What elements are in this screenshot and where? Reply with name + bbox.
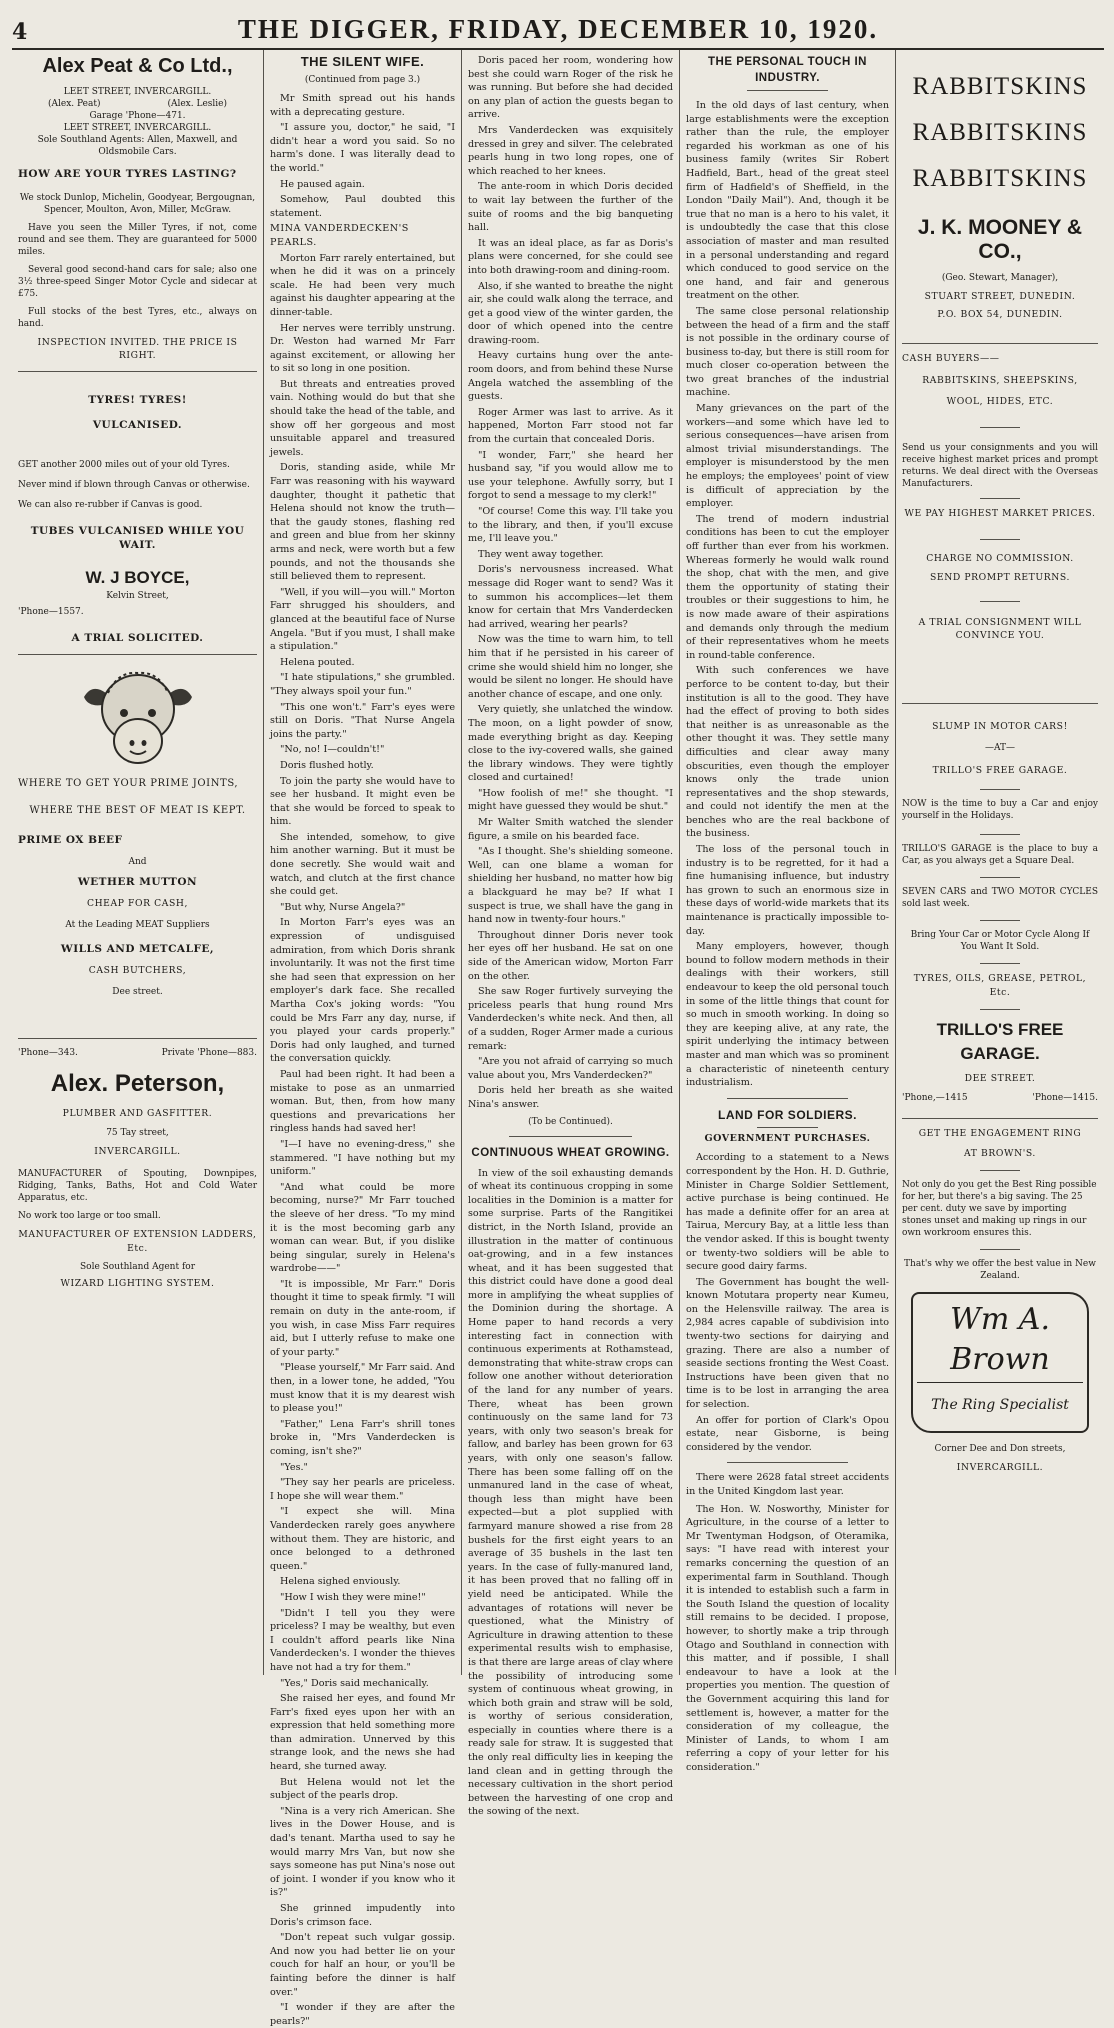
peat-partner-1: (Alex. Peat) bbox=[48, 99, 101, 109]
trillo-now: NOW is the time to buy a Car and enjoy yourself in the Holidays. bbox=[902, 799, 1098, 822]
land-title: LAND FOR SOLDIERS. bbox=[717, 1107, 857, 1122]
trillo-advert bbox=[902, 720, 1098, 1104]
rabbitskins-3: RABBITSKINS bbox=[912, 165, 1088, 192]
ring-value: That's why we offer the best value in New Zealand. bbox=[904, 1259, 1096, 1282]
story-paragraph: "I wonder, Farr," she heard her husband say, "if you would allow me to use your telephone. Awfully sorry, but I forgot to send a message to my clerk!" bbox=[468, 449, 673, 502]
peat-garage: Garage 'Phone—471. bbox=[89, 111, 186, 121]
trillo-tyres: TYRES, OILS, GREASE, PETROL, Etc. bbox=[913, 973, 1087, 998]
boyce-p2: Never mind if blown through Canvas or otherwise. bbox=[18, 479, 250, 490]
story-paragraph: Her nerves were terribly unstrung. Dr. Weston had warned Mr Farr against excitement, or allowing her to sit so long in one position. bbox=[270, 322, 455, 375]
story-paragraph: "I expect she will. Mina Vanderdecken rarely goes anywhere without them. They are historic, and once belonged to a dethroned queen." bbox=[270, 1506, 455, 1572]
story-paragraph: She raised her eyes, and found Mr Farr's fixed eyes upon her with an expression that held something more than admiration. Unnerved by this strange look, and the news she had heard, she turned away. bbox=[270, 1693, 455, 1773]
mooney-send: Send us your consignments and you will receive highest market prices and prompt returns. We deal direct with the Overseas Manufacturers. bbox=[902, 442, 1098, 489]
mooney-manager: (Geo. Stewart, Manager), bbox=[941, 273, 1059, 283]
peterson-private-phone: Private 'Phone—883. bbox=[161, 1047, 257, 1058]
meat-line-8: Dee street. bbox=[112, 986, 163, 997]
mooney-trial: A TRIAL CONSIGNMENT WILL CONVINCE YOU. bbox=[918, 616, 1082, 642]
boyce-heading-2: VULCANISED. bbox=[92, 419, 183, 432]
wheat-paragraph: In view of the soil exhausting demands of wheat its continuous cropping in some localities in the Dominion is a matter for some surprise. Parts of the Rangitikei district, in the North Island, provide an illustration in the matter of continuous oat-growing, and in a few instances wheat, and it has been suggested that this district could have done a good deal more in amplifying the wheat supplies of the Dominion during the shortage. A Home paper to hand records a very interesting fact in connection with continuous experiments at Rothamstead, demonstrating that white-straw crops can follow one another without deterioration of the land for any number of years. There, wheat has been grown continuously on the same land for 73 years, with only two season's break for fallow, and barley has been grown for 63 years, with only one season's fallow. There has been some falling off on the unmanured land in the case of wheat, though less than might have been expected—but a plot supplied with farmyard manure showed a rise from 28 bushels for the first eight years to an average of 35 bushels in the last ten years. In the case of fully-manured land, it has been proved that no falling off in yield need be anticipated. While the advantages of rotations will never be questioned, what the Ministry of Agriculture in drawing attention to these experimental results wish to emphasise, is that there are large areas of clay where the possibility of introducing some system of continuous wheat growing, in which both grain and straw will be sold, is worthy of serious consideration, especially in counties where there is a ready sale for straw. It is suggested that the only real difficulty lies in keeping the land clean and in getting through the necessary cultivation in the short period between the harvesting of one crop and the sowing of the next. bbox=[468, 1167, 674, 1818]
story-paragraph: "And what could be more becoming, nurse?" Mr Farr touched the sleeve of her dress. "To my mind it is the most becoming garb any woman can wear. But, if you dislike being singular, surely in Helena's wardrobe——" bbox=[270, 1181, 455, 1275]
silent-wife-continued: (Continued from page 3.) bbox=[304, 75, 421, 85]
story-paragraph: The ante-room in which Doris decided to wait lay between the further of the suite of rooms and the big banqueting hall. bbox=[468, 181, 673, 234]
peterson-trade: PLUMBER AND GASFITTER. bbox=[62, 1107, 213, 1119]
story-paragraph: He paused again. bbox=[280, 178, 365, 190]
wheat-title: CONTINUOUS WHEAT GROWING. bbox=[471, 1146, 670, 1159]
rabbitskins-2: RABBITSKINS bbox=[912, 119, 1088, 146]
story-paragraph: "Didn't I tell you they were priceless? I may be wealthy, but even I couldn't afford pearls like Nina Vanderdecken's. I wonder the thieves have not had a try for them." bbox=[270, 1607, 455, 1673]
peterson-p1: MANUFACTURER of Spouting, Downpipes, Ridging, Tanks, Baths, Hot and Cold Water Apparatus, etc. bbox=[18, 1169, 257, 1204]
story-paragraph: "I hate stipulations," she grumbled. "They always spoil your fun." bbox=[270, 672, 455, 697]
brown-town: INVERCARGILL. bbox=[956, 1462, 1044, 1474]
article-paragraph: Many employers, however, though bound to follow modern methods in their dealings with their workers, still endeavour to keep the old personal touch in some of the little things that count for so much in smooth working. In doing so they are keeping alive, at any rate, the spirit underlying the intimacy between master and man which was so prominent a characteristic of nineteenth century industrialism. bbox=[686, 941, 889, 1089]
trillo-phone-2: 'Phone—1415. bbox=[1032, 1092, 1098, 1103]
peterson-p5: WIZARD LIGHTING SYSTEM. bbox=[60, 1278, 215, 1290]
story-paragraph: Doris paced her room, wondering how best she could warn Roger of the risk he was running. But before she had decided on any plan of action the guests began to arrive. bbox=[468, 55, 673, 121]
story-paragraph: "But why, Nurse Angela?" bbox=[280, 901, 406, 913]
peterson-p2: No work too large or too small. bbox=[18, 1211, 161, 1222]
story-paragraph: It was an ideal place, as far as Doris's plans were concerned, for she could see into both drawing-room and dining-room. bbox=[468, 237, 673, 276]
story-paragraph: "I assure you, doctor," he said, "I didn't hear a word you said. So no harm's done. I was literally dead to the world." bbox=[270, 122, 455, 174]
trillo-name-1: TRILLO'S FREE GARAGE. bbox=[932, 764, 1068, 776]
land-paragraph: According to a statement to a News correspondent by the Hon. H. D. Guthrie, Minister in Charge Soldier Settlement, active purchase is being continued. He has made a definite offer for an area at Tairua, Mercury Bay, at a little less than the vendor asked. If this is bought twenty or twenty-two soldiers will be able to secure good dairy farms. bbox=[686, 1152, 889, 1273]
story-paragraph: But Helena would not let the subject of the pearls drop. bbox=[270, 1776, 455, 1802]
story-paragraph: "This one won't." Farr's eyes were still on Doris. "That Nurse Angela joins the party." bbox=[270, 701, 455, 740]
cash-buyers: CASH BUYERS—— bbox=[902, 353, 1000, 365]
rabbitskins-1: RABBITSKINS bbox=[912, 73, 1088, 100]
peterson-town: INVERCARGILL. bbox=[94, 1145, 181, 1157]
story-paragraph: "I—I have no evening-dress," she stammered. "I have nothing but my uniform." bbox=[270, 1138, 455, 1178]
ring-heading-2: AT BROWN'S. bbox=[964, 1147, 1036, 1159]
slump-at: —AT— bbox=[984, 742, 1015, 753]
brown-logo bbox=[911, 1292, 1089, 1433]
article-paragraph: With such conferences we have perforce to be content to-day, but their institution is all to the good. They have had the effect of proving to both sides that neither is as unreasonable as the other thought it was. They settle many difficulties and clear away many obscurities, even though the employer knows only the trade union representatives and the shop stewards, and could not identify the men at the benches who are the real backbone of the business. bbox=[686, 665, 889, 840]
peterson-p4: Sole Southland Agent for bbox=[79, 1262, 196, 1273]
page-number: 4 bbox=[12, 19, 28, 45]
mooney-po-box: P.O. BOX 54, DUNEDIN. bbox=[937, 308, 1063, 320]
personal-touch-title: THE PERSONAL TOUCH IN INDUSTRY. bbox=[708, 56, 867, 84]
story-paragraph: Throughout dinner Doris never took her eyes off her husband. He sat on one side of the American widow, Morton Farr on the other. bbox=[468, 929, 673, 982]
peterson-advert bbox=[18, 1047, 257, 1291]
tyres-second-hand: Several good second-hand cars for sale; also one 3½ three-speed Singer Motor Cycle and sidecar at £75. bbox=[18, 264, 257, 299]
story-paragraph: Doris flushed hotly. bbox=[280, 759, 374, 771]
story-paragraph: Very quietly, she unlatched the window. The moon, on a light powder of snow, made everything bright as day. Keeping close to the ivy-covered walls, she gained the library windows. They were tightly closed and curtained! bbox=[468, 704, 673, 784]
meat-advert bbox=[18, 663, 257, 998]
personal-touch-body bbox=[686, 99, 889, 1090]
column-2 bbox=[264, 50, 462, 2027]
story-paragraph: In Morton Farr's eyes was an expression of undisguised admiration, from which Doris shrank involuntarily. It was not the first time she had seen that expression on her employer's dark face. She recalled Martha Cox's joking words: "You could be Mrs Farr any day, nurse, if you played your cards properly." Doris had only laughed, and turned the conversation quickly. bbox=[270, 917, 455, 1065]
story-paragraph: "How I wish they were mine!" bbox=[280, 1591, 426, 1603]
cash-items-2: WOOL, HIDES, ETC. bbox=[946, 396, 1054, 408]
boyce-heading-3: TUBES VULCANISED WHILE YOU WAIT. bbox=[30, 524, 245, 551]
story-paragraph: Heavy curtains hung over the ante-room doors, and from behind these Nurse Angela watched the assembling of the guests. bbox=[468, 350, 673, 403]
meat-line-7: CASH BUTCHERS, bbox=[88, 965, 187, 977]
accidents-note: There were 2628 fatal street accidents in the United Kingdom last year. bbox=[686, 1472, 889, 1497]
story-paragraph: "Are you not afraid of carrying so much value about you, Mrs Vanderdecken?" bbox=[468, 1056, 673, 1081]
peat-advert bbox=[18, 54, 257, 363]
land-paragraph: An offer for portion of Clark's Opou estate, near Gisborne, is being considered by the vendor. bbox=[686, 1414, 889, 1453]
peat-name: Alex Peat & Co Ltd., bbox=[42, 55, 233, 77]
tyres-miller: Have you seen the Miller Tyres, if not, come round and see them. They are guaranteed for 5000 miles. bbox=[18, 222, 257, 257]
peat-address: LEET STREET, INVERCARGILL. bbox=[63, 87, 212, 97]
story-paragraph: "No, no! I—couldn't!" bbox=[280, 744, 385, 756]
meat-line-6: WILLS AND METCALFE, bbox=[60, 942, 215, 955]
tyres-heading: HOW ARE YOUR TYRES LASTING? bbox=[18, 168, 237, 180]
to-be-continued: (To be Continued). bbox=[528, 1116, 613, 1127]
story-paragraph: To join the party she would have to see her husband. It might even be that she would be forced to speak to him. bbox=[270, 775, 455, 828]
story-paragraph: They went away together. bbox=[478, 548, 604, 560]
peterson-address: 75 Tay street, bbox=[106, 1127, 169, 1138]
brown-advert bbox=[902, 1127, 1098, 1475]
story-paragraph: "Nina is a very rich American. She lives in the Dower House, and is dad's tenant. Martha used to say he would marry Mrs Van, but now she says someone has put Nina's nose out of joint. I wonder if you know who it is?" bbox=[270, 1805, 455, 1899]
story-paragraph: Paul had been right. It had been a mistake to pose as an unmarried woman. But, then, from how many questions and prevarications her ringless hands had saved her! bbox=[270, 1068, 455, 1135]
boyce-address: Kelvin Street, bbox=[106, 591, 169, 602]
story-paragraph: Helena pouted. bbox=[280, 656, 355, 668]
story-paragraph: Also, if she wanted to breathe the night air, she could walk along the terrace, and get a good view of the winter garden, the door of which opened into the centre drawing-room. bbox=[468, 280, 673, 346]
land-subtitle: GOVERNMENT PURCHASES. bbox=[704, 1132, 871, 1144]
silent-wife-body bbox=[270, 92, 455, 2028]
masthead bbox=[12, 6, 1104, 50]
article-paragraph: In the old days of last century, when large establishments were the exception rather than the rule, the employer regarded his workman as one of his business family (writes Sir Robert Hadfield, Bart., head of the great steel firm of Hadfield's of Sheffield, in the London "Daily Mail"). And, though it be true that no man is a hero to his valet, it is undoubtedly the case that this close association of master and man resulted in a personal understanding and regard which conduced to good service on the one hand, and fair and generous treatment on the other. bbox=[686, 100, 889, 302]
land-body bbox=[686, 1151, 889, 1454]
trillo-square-deal: TRILLO'S GARAGE is the place to buy a Car, as you always get a Square Deal. bbox=[902, 844, 1098, 867]
story-paragraph: Doris, standing aside, while Mr Farr was reasoning with his wayward daughter, thought it pathetic that Helena should not know the truth—that the gaudy stones, flashing red and green and blue from her skinny arms and neck, were worth but a few pounds, and not the thousands she still believed them to represent. bbox=[270, 462, 455, 583]
story-paragraph: "How foolish of me!" she thought. "I might have guessed they would be shut." bbox=[468, 787, 673, 813]
story-paragraph: Morton Farr rarely entertained, but when he did it was on a princely scale. He had been very much against his daughter appearing at the dinner-table. bbox=[270, 252, 455, 318]
trillo-name-2: TRILLO'S FREE GARAGE. bbox=[936, 1020, 1064, 1064]
trillo-bring: Bring Your Car or Motor Cycle Along If You Want It Sold. bbox=[910, 930, 1090, 953]
meat-line-5: At the Leading MEAT Suppliers bbox=[65, 919, 210, 930]
nosworthy-letter: The Hon. W. Nosworthy, Minister for Agriculture, in the course of a letter to Mr Twentyman Hodgson, of Oteramika, says: "I have read with interest your remarks concerning the question of an experimental farm in Southland. Though it is intended to establish such a farm in the South Island the question of locality still remains to be decided. I propose, however, to shortly make a trip through Otago and Southland in connection with this matter, and if possible, I shall endeavour to have a look at the properties you mention. The question of the Government acquiring this land for settlement is, however, a matter for the consideration of my colleague, the Minister of Lands, to whom I am referring a copy of your letter for his consideration." bbox=[686, 1503, 889, 1773]
story-paragraph: Mrs Vanderdecken was exquisitely dressed in grey and silver. The celebrated pearls hung in two long ropes, one of which reached to her knees. bbox=[468, 124, 673, 177]
boyce-phone: 'Phone—1557. bbox=[18, 607, 84, 618]
peterson-name: Alex. Peterson, bbox=[50, 1069, 225, 1097]
boyce-advert bbox=[18, 394, 257, 646]
story-paragraph: Mr Walter Smith watched the slender figure, a smile on his bearded face. bbox=[468, 817, 673, 842]
wheat-body bbox=[468, 1167, 673, 1820]
story-paragraph: "Yes," Doris said mechanically. bbox=[280, 1677, 429, 1689]
story-paragraph: "Please yourself," Mr Farr said. And then, in a lower tone, he added, "You must know that it is my dearest wish to please you!" bbox=[270, 1362, 455, 1415]
peat-agents: Sole Southland Agents: Allen, Maxwell, and Oldsmobile Cars. bbox=[37, 135, 238, 157]
column-4 bbox=[680, 50, 896, 1773]
story-paragraph: "Of course! Come this way. I'll take you to the library, and then, if you'll excuse me, I'll leave you." bbox=[468, 506, 673, 545]
brown-address: Corner Dee and Don streets, bbox=[934, 1444, 1066, 1455]
meat-heading-1: WHERE TO GET YOUR PRIME JOINTS, bbox=[18, 777, 239, 789]
story-paragraph: Doris's nervousness increased. What message did Roger want to send? Was it to summon his accomplices—let them know for certain that Mrs Vanderdecken had arrived, wearing her pearls? bbox=[468, 564, 673, 630]
meat-line-2: And bbox=[128, 856, 147, 867]
boyce-heading-1: TYRES! TYRES! bbox=[88, 393, 187, 406]
silent-wife-title: THE SILENT WIFE. bbox=[300, 54, 425, 69]
column-5 bbox=[896, 50, 1104, 1675]
story-paragraph: MINA VANDERDECKEN'S PEARLS. bbox=[270, 223, 409, 248]
story-paragraph: Doris held her breath as she waited Nina's answer. bbox=[468, 1085, 673, 1110]
mooney-name: J. K. MOONEY & CO., bbox=[917, 216, 1083, 263]
story-paragraph: Somehow, Paul doubted this statement. bbox=[270, 194, 455, 219]
column-3 bbox=[462, 50, 680, 1818]
story-paragraph: Helena sighed enviously. bbox=[280, 1576, 401, 1588]
tyres-inspection: INSPECTION INVITED. THE PRICE IS RIGHT. bbox=[37, 336, 238, 362]
story-paragraph: "It is impossible, Mr Farr." Doris thought it time to speak firmly. "I will remain on duty in the ante-room, if you wish, in case Miss Farr requires aid, but I utterly refuse to make one of your party." bbox=[270, 1278, 455, 1358]
silent-wife-body-continued bbox=[468, 54, 673, 1112]
trillo-street: DEE STREET. bbox=[964, 1073, 1036, 1085]
trillo-seven-cars: SEVEN CARS and TWO MOTOR CYCLES sold last week. bbox=[902, 887, 1098, 910]
peterson-phone: 'Phone—343. bbox=[18, 1047, 78, 1058]
mooney-street: STUART STREET, DUNEDIN. bbox=[924, 291, 1076, 302]
story-paragraph: "As I thought. She's shielding someone. Well, can one blame a woman for shielding her husband, no matter how big a blackguard he may be? If what I suspect is true, we shall have the gang in hand now in twenty-four hours." bbox=[468, 846, 673, 926]
article-paragraph: The same close personal relationship between the head of a firm and the staff is not possible in the ordinary course of business to-day, but there is still room for much closer co-operation between the two great branches of the industrial machine. bbox=[686, 305, 889, 399]
meat-line-1: PRIME OX BEEF bbox=[18, 833, 123, 846]
story-paragraph: "Father," Lena Farr's shrill tones broke in, "Mrs Vanderdecken is coming, isn't she?" bbox=[270, 1418, 455, 1457]
mooney-pay: WE PAY HIGHEST MARKET PRICES. bbox=[904, 507, 1096, 519]
story-paragraph: "They say her pearls are priceless. I hope she will wear them." bbox=[270, 1477, 455, 1502]
story-paragraph: "Well, if you will—you will." Morton Farr shrugged his shoulders, and glanced at the beautiful face of Nurse Angela. "But if you must, I shall make a stipulation." bbox=[270, 586, 455, 653]
column-1 bbox=[12, 50, 264, 1675]
trillo-phone-1: 'Phone,—1415 bbox=[902, 1092, 968, 1103]
peat-partner-2: (Alex. Leslie) bbox=[167, 99, 227, 109]
sheep-head-icon bbox=[78, 663, 198, 771]
tyres-stocks: Full stocks of the best Tyres, etc., always on hand. bbox=[18, 306, 257, 329]
masthead-title: THE DIGGER, FRIDAY, DECEMBER 10, 1920. bbox=[237, 14, 879, 44]
story-paragraph: Now was the time to warn him, to tell him that if he persisted in his career of crime she would shield him no longer, she would be silent no longer. He should have another chance of escape, and one only. bbox=[468, 634, 673, 700]
slump-heading: SLUMP IN MOTOR CARS! bbox=[932, 720, 1068, 732]
article-paragraph: The loss of the personal touch in industry is to be regretted, for it had a fine humanising influence, but industry has grown to such an enormous size in these days of world-wide markets that its maintenance is practically impossible to-day. bbox=[686, 844, 889, 937]
mooney-advert bbox=[902, 72, 1098, 643]
brown-logo-tagline: The Ring Specialist bbox=[917, 1382, 1083, 1425]
peat-address-2: LEET STREET, INVERCARGILL. bbox=[63, 123, 212, 133]
ring-heading-1: GET THE ENGAGEMENT RING bbox=[918, 1127, 1082, 1139]
story-paragraph: But threats and entreaties proved vain. Nothing would do but that she should take the head of the table, and show off her gorgeous and most unsuitable apparel and treasured jewels. bbox=[270, 378, 455, 458]
story-paragraph: Mr Smith spread out his hands with a deprecating gesture. bbox=[270, 93, 455, 118]
cash-items: RABBITSKINS, SHEEPSKINS, bbox=[922, 374, 1078, 386]
meat-line-4: CHEAP FOR CASH, bbox=[86, 898, 189, 910]
mooney-charge-1: CHARGE NO COMMISSION. bbox=[926, 552, 1074, 564]
boyce-trial: A TRIAL SOLICITED. bbox=[71, 632, 204, 645]
story-paragraph: She grinned impudently into Doris's crimson face. bbox=[270, 1903, 455, 1928]
story-paragraph: She intended, somehow, to give him another warning. But it must be done secretly. She would wait and watch, and clutch at the first chance she could get. bbox=[270, 831, 455, 898]
boyce-p1: GET another 2000 miles out of your old Tyres. bbox=[18, 459, 230, 470]
ring-body: Not only do you get the Best Ring possible for her, but there's a big saving. The 25 per cent. duty we save by importing stones unset and making up rings in our own workroom ensures this. bbox=[902, 1180, 1097, 1239]
story-paragraph: "Yes." bbox=[280, 1461, 308, 1473]
story-paragraph: She saw Roger furtively surveying the priceless pearls that hung round Mrs Vanderdecken's white neck. And then, all of a sudden, Roger Armer made a curious remark: bbox=[468, 986, 673, 1052]
mooney-charge-2: SEND PROMPT RETURNS. bbox=[930, 572, 1070, 584]
boyce-name: W. J BOYCE, bbox=[85, 568, 190, 588]
story-paragraph: "Don't repeat such vulgar gossip. And now you had better lie on your couch for half an hour, or you'll be fainting before the dinner is half over." bbox=[270, 1932, 455, 1998]
brown-logo-name: Wm A. Brown bbox=[949, 1302, 1051, 1378]
land-paragraph: The Government has bought the well-known Motutara property near Kumeu, on the Helensville railway. The area is 2,984 acres capable of subdivision into twenty-two sections for dairying and grazing. There are also a number of seaside sections fronting the West Coast. Instructions have been given that no time is to be lost in arranging the area for selection. bbox=[686, 1276, 889, 1411]
story-paragraph: Roger Armer was last to arrive. As it happened, Morton Farr stood not far from the curtain that concealed Doris. bbox=[468, 406, 673, 446]
article-paragraph: The trend of modern industrial conditions has been to cut the employer off further than ever from his workmen. Whereas formerly he would walk round the shop, chat with the men, and give them the opportunity of stating their troubles or their suggestions to him, he is now made aware of their aspirations and demands only through the medium of their representatives whom he meets in round-table conference. bbox=[686, 513, 889, 661]
story-paragraph: "I wonder if they are after the pearls?" bbox=[270, 2002, 455, 2027]
peterson-p3: MANUFACTURER OF EXTENSION LADDERS, Etc. bbox=[18, 1229, 257, 1254]
meat-heading-2: WHERE THE BEST OF MEAT IS KEPT. bbox=[29, 805, 246, 817]
meat-line-3: WETHER MUTTON bbox=[77, 875, 198, 888]
boyce-p3: We can also re-rubber if Canvas is good. bbox=[18, 499, 203, 510]
article-paragraph: Many grievances on the part of the workers—and some which have led to serious consequences—have arisen from almost trivial misunderstandings. The employer is misunderstood by the men he employs; the employees' point of view is difficult of appreciation by the employer. bbox=[686, 403, 889, 510]
tyres-brands: We stock Dunlop, Michelin, Goodyear, Bergougnan, Spencer, Moulton, Avon, Miller, McGraw. bbox=[19, 192, 256, 215]
